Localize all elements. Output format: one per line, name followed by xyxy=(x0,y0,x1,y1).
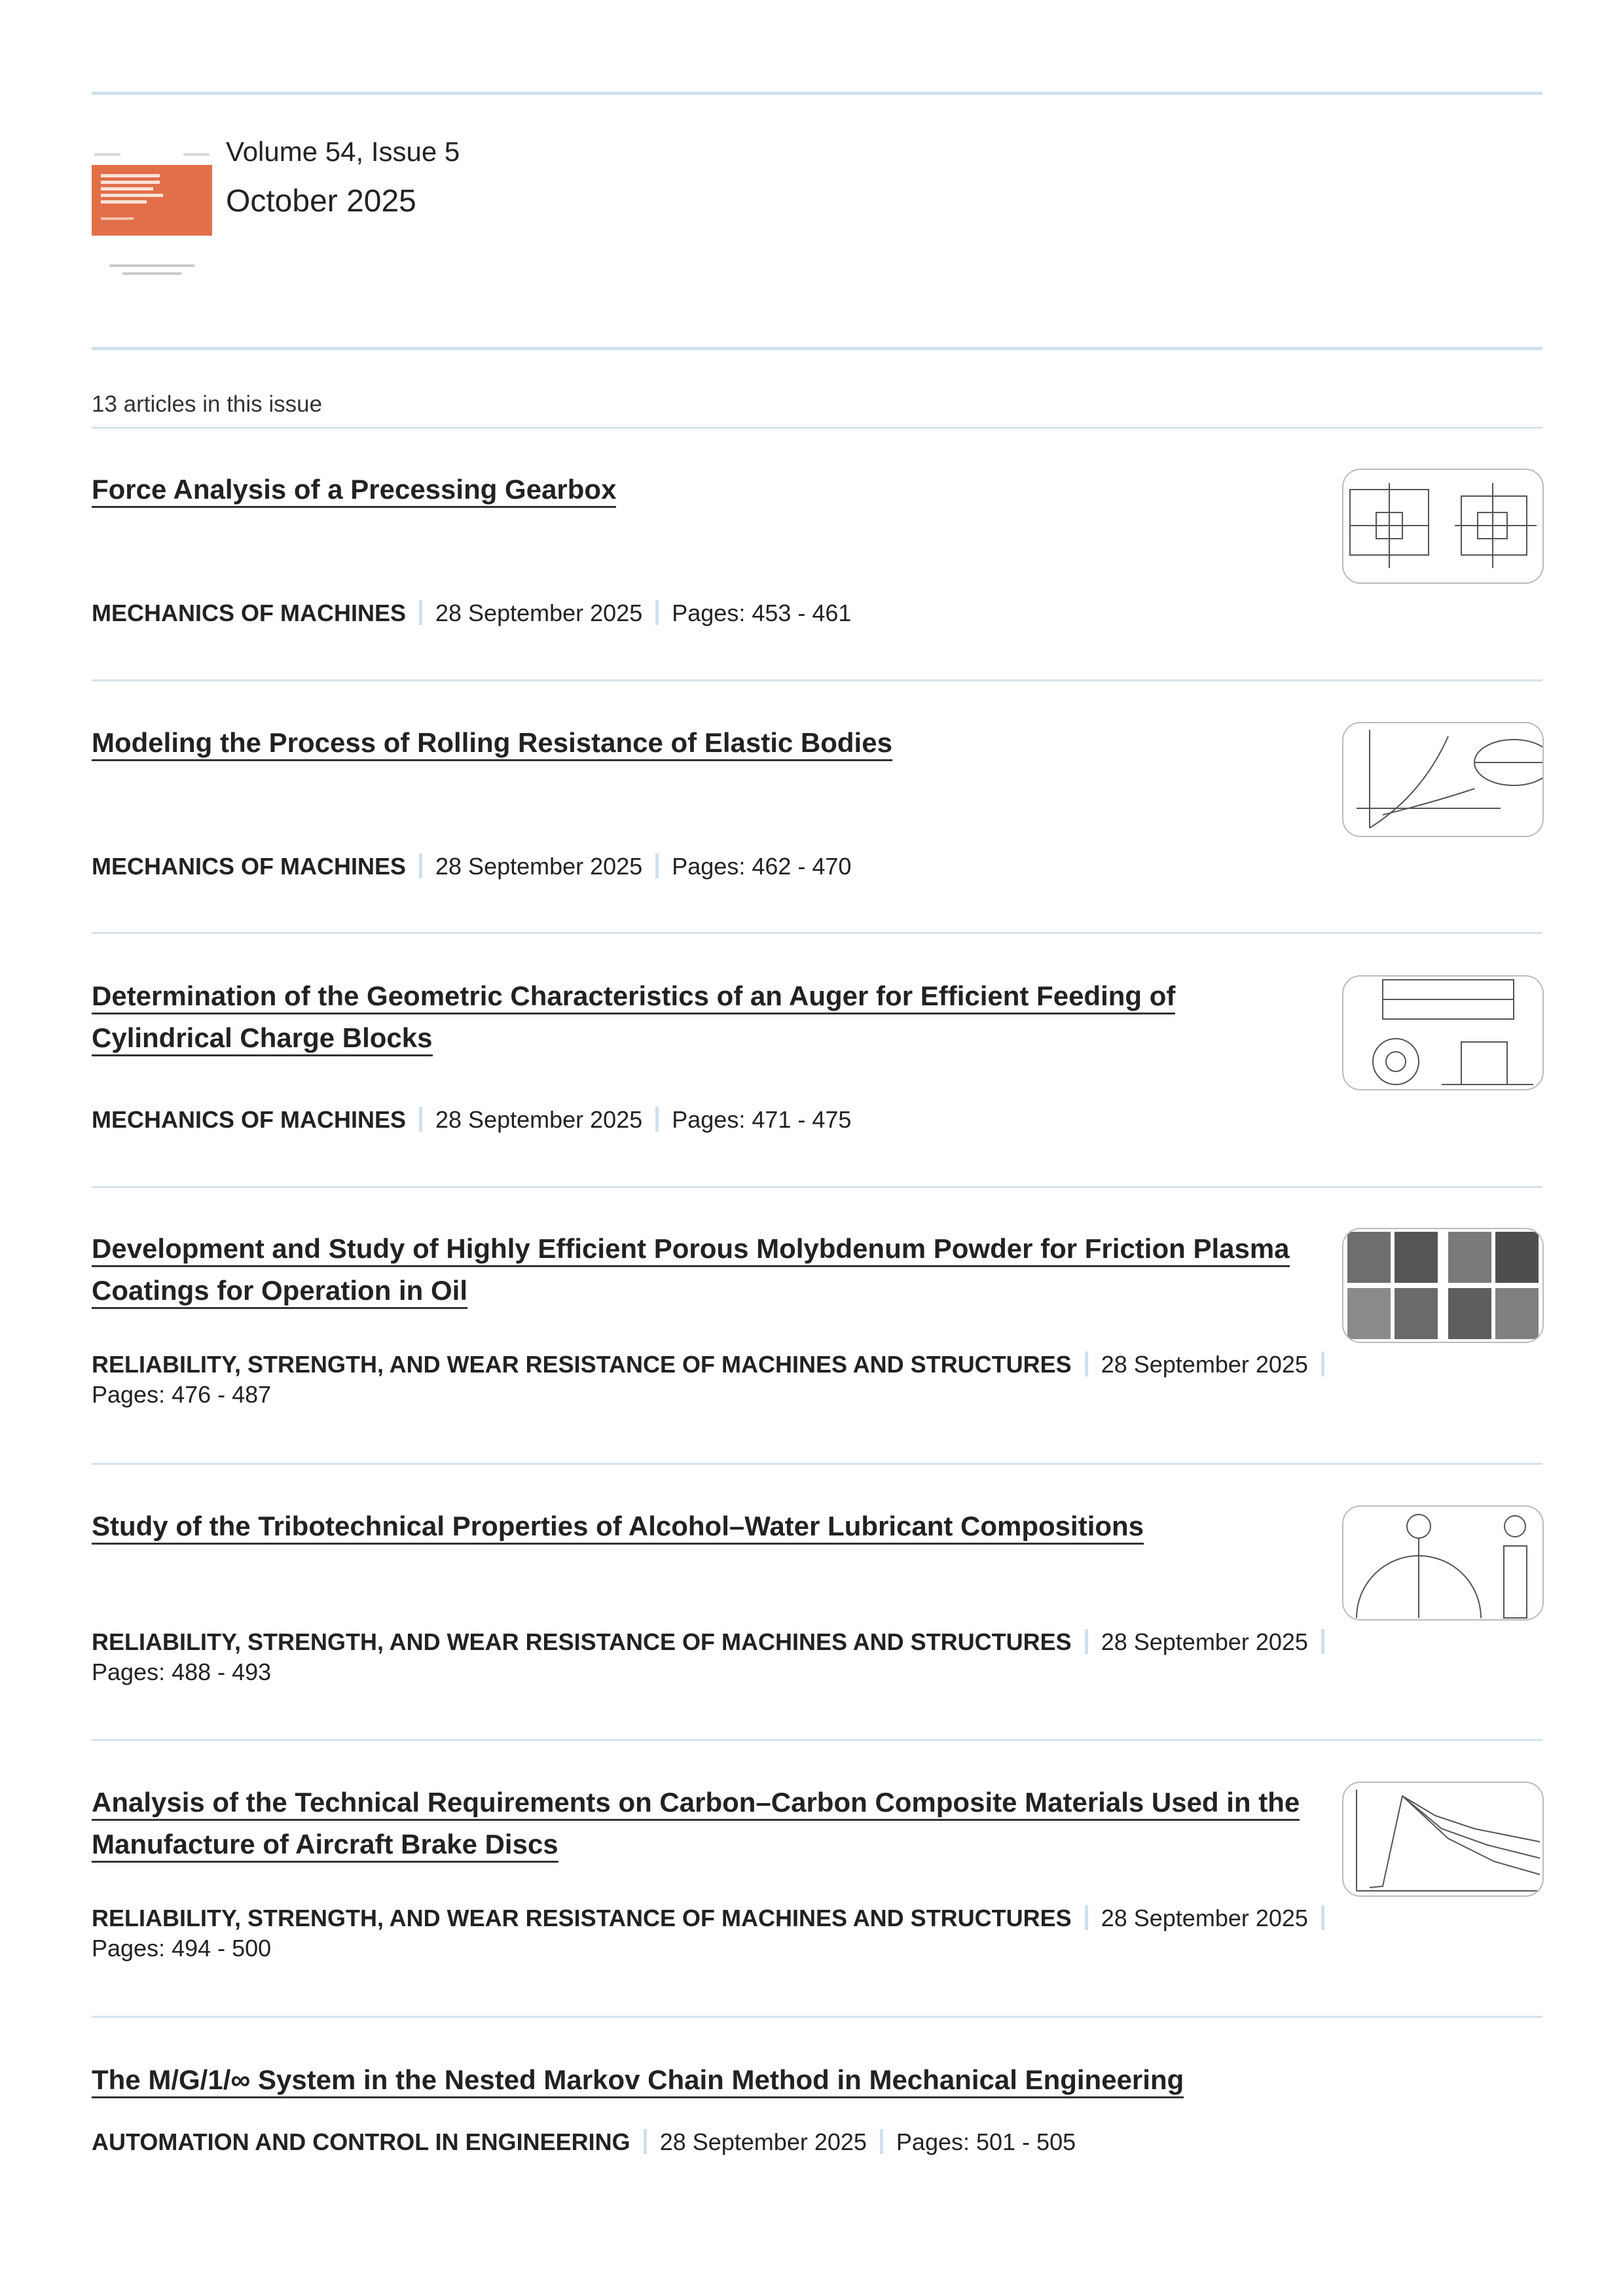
article-section[interactable]: RELIABILITY, STRENGTH, AND WEAR RESISTANCE OF MACHINES AND STRUCTURES xyxy=(92,1351,1072,1378)
article-meta xyxy=(92,2127,1375,2157)
article-date: 28 September 2025 xyxy=(1101,1351,1308,1378)
article-section[interactable]: MECHANICS OF MACHINES xyxy=(92,853,407,880)
issue-date: October 2025 xyxy=(226,184,416,219)
article-thumbnail[interactable] xyxy=(1342,469,1544,584)
list-divider xyxy=(92,2016,1542,2018)
list-divider xyxy=(92,427,1542,429)
article-title[interactable]: Modeling the Process of Rolling Resistance of Elastic Bodies xyxy=(92,722,1309,764)
article-title[interactable]: Analysis of the Technical Requirements on Carbon–Carbon Composite Materials Used in the Manufacture of Aircraft Brake Discs xyxy=(92,1782,1309,1865)
list-divider xyxy=(92,679,1542,681)
article-thumbnail[interactable] xyxy=(1342,975,1544,1090)
article-title[interactable]: Force Analysis of a Precessing Gearbox xyxy=(92,469,1309,511)
article-pages: Pages: 471 - 475 xyxy=(672,1106,852,1133)
article-date: 28 September 2025 xyxy=(435,1106,643,1133)
journal-cover-image[interactable] xyxy=(92,149,212,287)
article-pages: Pages: 488 - 493 xyxy=(92,1659,272,1685)
top-divider xyxy=(92,92,1542,95)
list-divider xyxy=(92,1739,1542,1741)
article-section[interactable]: AUTOMATION AND CONTROL IN ENGINEERING xyxy=(92,2128,630,2155)
article-section[interactable]: RELIABILITY, STRENGTH, AND WEAR RESISTANCE OF MACHINES AND STRUCTURES xyxy=(92,1905,1072,1931)
article-pages: Pages: 476 - 487 xyxy=(92,1381,272,1408)
article-pages: Pages: 453 - 461 xyxy=(672,600,852,626)
article-meta xyxy=(92,1903,1375,1964)
article-title[interactable]: Study of the Tribotechnical Properties of Alcohol–Water Lubricant Compositions xyxy=(92,1505,1309,1547)
article-meta xyxy=(92,1105,1375,1135)
article-section[interactable]: RELIABILITY, STRENGTH, AND WEAR RESISTANCE OF MACHINES AND STRUCTURES xyxy=(92,1628,1072,1655)
list-divider xyxy=(92,1463,1542,1465)
volume-issue-label: Volume 54, Issue 5 xyxy=(226,136,460,167)
article-thumbnail[interactable] xyxy=(1342,1228,1544,1343)
article-thumbnail[interactable] xyxy=(1342,1782,1544,1897)
list-divider xyxy=(92,932,1542,934)
article-title[interactable]: Determination of the Geometric Characteristics of an Auger for Efficient Feeding of Cylindrical Charge Blocks xyxy=(92,975,1309,1059)
article-title[interactable]: Development and Study of Highly Efficient Porous Molybdenum Powder for Friction Plasma Coatings for Operation in Oil xyxy=(92,1228,1309,1312)
header-divider xyxy=(92,347,1542,350)
article-date: 28 September 2025 xyxy=(435,600,643,626)
article-pages: Pages: 462 - 470 xyxy=(672,853,852,880)
article-section[interactable]: MECHANICS OF MACHINES xyxy=(92,1106,407,1133)
article-date: 28 September 2025 xyxy=(435,853,643,880)
article-section[interactable]: MECHANICS OF MACHINES xyxy=(92,600,407,626)
article-meta xyxy=(92,598,1375,628)
article-date: 28 September 2025 xyxy=(659,2128,867,2155)
article-meta xyxy=(92,1350,1375,1410)
list-divider xyxy=(92,1186,1542,1188)
article-pages: Pages: 501 - 505 xyxy=(896,2128,1076,2155)
article-date: 28 September 2025 xyxy=(1101,1628,1308,1655)
article-count: 13 articles in this issue xyxy=(92,391,323,417)
article-title[interactable]: The M/G/1/∞ System in the Nested Markov Chain Method in Mechanical Engineering xyxy=(92,2059,1309,2101)
article-meta xyxy=(92,852,1375,882)
article-thumbnail[interactable] xyxy=(1342,1505,1544,1621)
article-date: 28 September 2025 xyxy=(1101,1905,1308,1931)
article-thumbnail[interactable] xyxy=(1342,722,1544,837)
article-pages: Pages: 494 - 500 xyxy=(92,1935,272,1962)
article-meta xyxy=(92,1627,1375,1687)
